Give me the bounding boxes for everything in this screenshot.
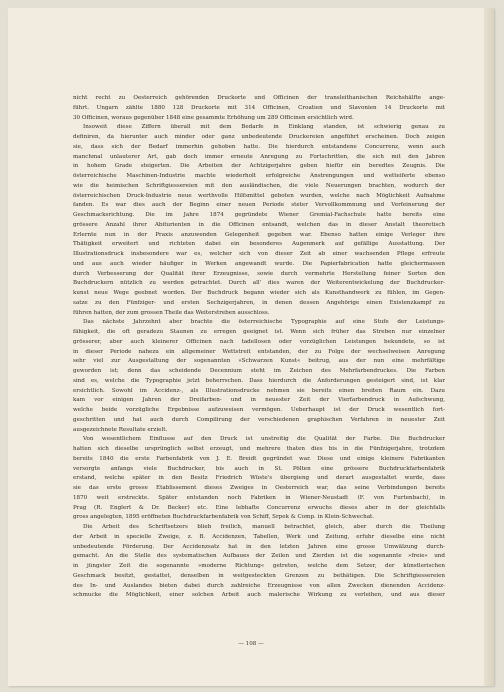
text-line: gross angelegten, 1895 eröffneten Buchdruckfarbenfabrik von Schiff, Srpek & Comp. in Klein-Schwechat. (73, 514, 375, 521)
text-line: führen hatten, der zum grossen Theile das Weiterstreben ausschloss. (73, 309, 270, 316)
text-line: Insoweit diese Ziffern überall mit dem Bedarfe in Einklang standen, ist schwierig genau zu (83, 124, 445, 131)
text-line: versorgte anfangs viele Buchdrucker, bis auch in St. Pölten eine grössere Buchdruckfarbenfabrik (73, 465, 445, 472)
text-line: Erlernte nun in der Praxis anzuwenden Gelegenheit gegeben war. Ebenso hatten einige Verleger ihre (73, 231, 445, 238)
text-line: sie, dass sich der Bedarf immerhin gehoben hatte. Die hierdurch entstandene Concurrenz, wenn auch (73, 143, 445, 150)
text-line: grösserer, aber auch kleinerer Officinen nach tadellosen oder vorzüglichen Leistungen bekundete, so ist (73, 338, 445, 345)
text-line: fanden. Es war dies auch der Beginn einer neuen Periode steter Vervollkommnung und Verfeinerung der (73, 202, 445, 209)
text-line: Thätigkeit erweitert und richteten dabei ein besonderes Augenmerk auf gefällige Ausstattung. Der (73, 241, 445, 248)
text-line: 30 Officinen, woraus gegenüber 1848 eine gesammte Erhöhung um 289 Officinen ersichtlich wird. (73, 114, 354, 121)
text-line: Geschmacksrichtung. Die im Jahre 1874 gegründete Wiener Gremial-Fachschule hatte bereits eine (73, 212, 445, 218)
text-line: Buchdruckern nützlich zu werden getrachtet. Durch all' dies waren der Weiterentwickelung der Buchdrucker- (73, 280, 445, 287)
text-line: sehr viel zur Ausgestaltung der sogenannten »Schwarzen Kunst« beitrug, aus der nun eine mehrfältige (73, 358, 445, 365)
page-number: — 108 — (238, 641, 264, 647)
page-binding-edge (484, 8, 494, 686)
text-line: geworden ist; denn das scheidende Decennium steht im Zeichen des Mehrfarbendruckes. Die Farben (73, 368, 445, 374)
text-line: ausgezeichnete Resultate erzielt. (73, 426, 168, 433)
body-text (73, 94, 445, 601)
text-line: sind es, welche die Typographie jetzt beherrschen. Dass hierdurch die Anforderungen gesteigert sind, ist klar (73, 377, 445, 384)
text-line: schmucke die Möglichkeit, einer solchen Arbeit auch malerische Wirkung zu verleihen, und aus dieser (73, 592, 445, 599)
text-line: ersichtlich. Sowohl im Accidenz-, als Illustrationsdrucke nehmen sie bereits einen breiten Raum ein. Dazu (73, 387, 445, 394)
text-line: kam vor einigen Jahren der Dreifarben- und in neuester Zeit der Vierfarbendruck in Aufschwung, (73, 397, 445, 404)
text-line: durch Verbesserung der Qualität ihrer Erzeugnisse, sowie durch vermehrte Herstellung feiner Sorten den (73, 270, 445, 277)
text-line: führt. Ungarn zählte 1880 128 Druckorte mit 314 Officinen, Croatien und Slavonien 14 Druckorte mit (73, 104, 445, 111)
text-line: in jüngster Zeit die sogenannte »moderne Richtung« getreten, welche dem Setzer, der künstlerischen (73, 563, 445, 569)
text-line: sie das erste grosse Etablissement dieses Zweiges in Oesterreich war, das seine Verbindungen bereits (73, 485, 445, 491)
book-page (8, 8, 494, 686)
text-line: geschritten und hat auch durch Compilirung der verschiedenen graphischen Verfahren in neuester Zeit (73, 416, 445, 423)
text-line: grössere Anzahl ihrer Abiturienten in die Officinen entsandt, welchen das in dieser Anstalt theoretisch (73, 221, 445, 228)
text-line: Geschmack besitzt, gestattet, denselben in weitgesteckten Grenzen zu bethätigen. Die Schriftgiessereien (73, 572, 445, 579)
text-line: hatten sich dieselbe ursprünglich selbst erzeugt, und mehrere thaten dies bis in die Fünfzigerjahre, trotzdem (73, 446, 445, 452)
text-line: satze zu den Fünfziger- und ersten Sechzigerjahren, in denen dessen Angehörige einen Existenzkampf zu (73, 299, 445, 306)
text-line: des In- und Auslandes bieten dabei durch zahlreiche Erzeugnisse von allen Zwecken dienenden Accidenz- (73, 582, 445, 589)
text-line: in hohem Grade steigerten. Die Arbeiten der Achtzigerjahre geben hiefür ein beredtes Zeugnis. Die (73, 163, 445, 170)
text-line: unbedeutende Förderung. Der Accidenzsatz hat in den letzten Jahren eine grosse Umwälzung durch- (73, 543, 445, 550)
text-line: welche beide vorzügliche Ergebnisse aufzuweisen vermögen. Ueberhaupt ist der Druck wesentlich fort- (73, 407, 445, 413)
text-line: manchmal unlauterer Art, gab doch immer erneute Anregung zu Fortschritten, die sich mit den Jahren (73, 153, 445, 160)
text-line: definiren, da hierunter auch minder oder ganz unbedeutende Druckereien angeführt erscheinen. Doch zeigen (73, 134, 445, 140)
text-line: nicht recht zu Oesterreich gehörenden Druckorte und Officinen der transleithanischen Reichshälfte ange- (73, 95, 445, 101)
text-line: 1870 weit erstreckte. Später entstanden noch Fabriken in Wiener-Neustadt (F. von Furtenbach), in (73, 494, 445, 501)
text-line: Das nächste Jahrzehnt aber brachte die österreichische Typographie auf eine Stufe der Leistungs- (83, 319, 445, 326)
text-line: Die Arbeit des Schriftsetzers blieb freilich, manuell betrachtet, gleich, aber durch die Theilung (83, 524, 445, 530)
text-line: gemacht. An die Stelle des systematischen Aufbaues der Zeilen und Zierden ist die sogenannte »freie« und (73, 553, 445, 560)
text-line: der Arbeit in specielle Zweige, z. B. Accidenzen, Tabellen, Werk und Zeitung, erfuhr dieselbe eine nicht (73, 533, 445, 540)
text-line: und aus auch wieder häufiger in Werken angewandt wurde. Die Papierfabrication hatte gleichermassen (73, 260, 445, 267)
text-line: erstand, welche später in den Besitz Friedrich Wüste's übergieng und derart ausgestaltet wurde, dass (73, 475, 445, 482)
text-line: fähigkeit, die oft geradezu Staunen zu erregen geeignet ist. Wenn sich früher das Streben nur einzelner (73, 329, 445, 335)
text-line: Prag (R. Englert & Dr. Becker) etc. Eine lebhafte Concurrenz erwuchs dieses aber in der gleichfalls (73, 504, 445, 511)
text-line: Illustrationsdruck insbesondere war es, welcher sich von dieser Zeit ab einer wachsenden Pflege erfreute (73, 251, 445, 257)
text-line: wie die heimischen Schriftgiessereien mit den ausländischen, die viele Neuerungen brachten, wodurch der (73, 182, 445, 189)
text-line: bereits 1840 die erste Farbenfabrik von J. E. Breidt gegründet war. Diese und einige kleinere Fabrikanten (73, 455, 445, 462)
text-line: österreichischen Druck-Industrie neue werthvolle Hilfsmittel geboten wurden, welche nach Möglichkeit Aufnahme (73, 192, 445, 199)
text-line: in dieser Periode nahezu ein allgemeiner Wettstreit entstanden, der zu Folge der wechselweisen Anregung (73, 348, 445, 355)
text-line: kunst neue Wege geebnet worden. Der Buchdruck begann wieder sich als Kunsthandwerk zu fühlen, im Gegen- (73, 290, 445, 296)
text-line: österreichische Maschinen-Industrie machte wiederholt erfolgreiche Anstrengungen und wetteiferte ebenso (73, 173, 445, 179)
text-line: Von wesentlichem Einflusse auf den Druck ist unstreitig die Qualität der Farbe. Die Buchdrucker (83, 436, 445, 443)
